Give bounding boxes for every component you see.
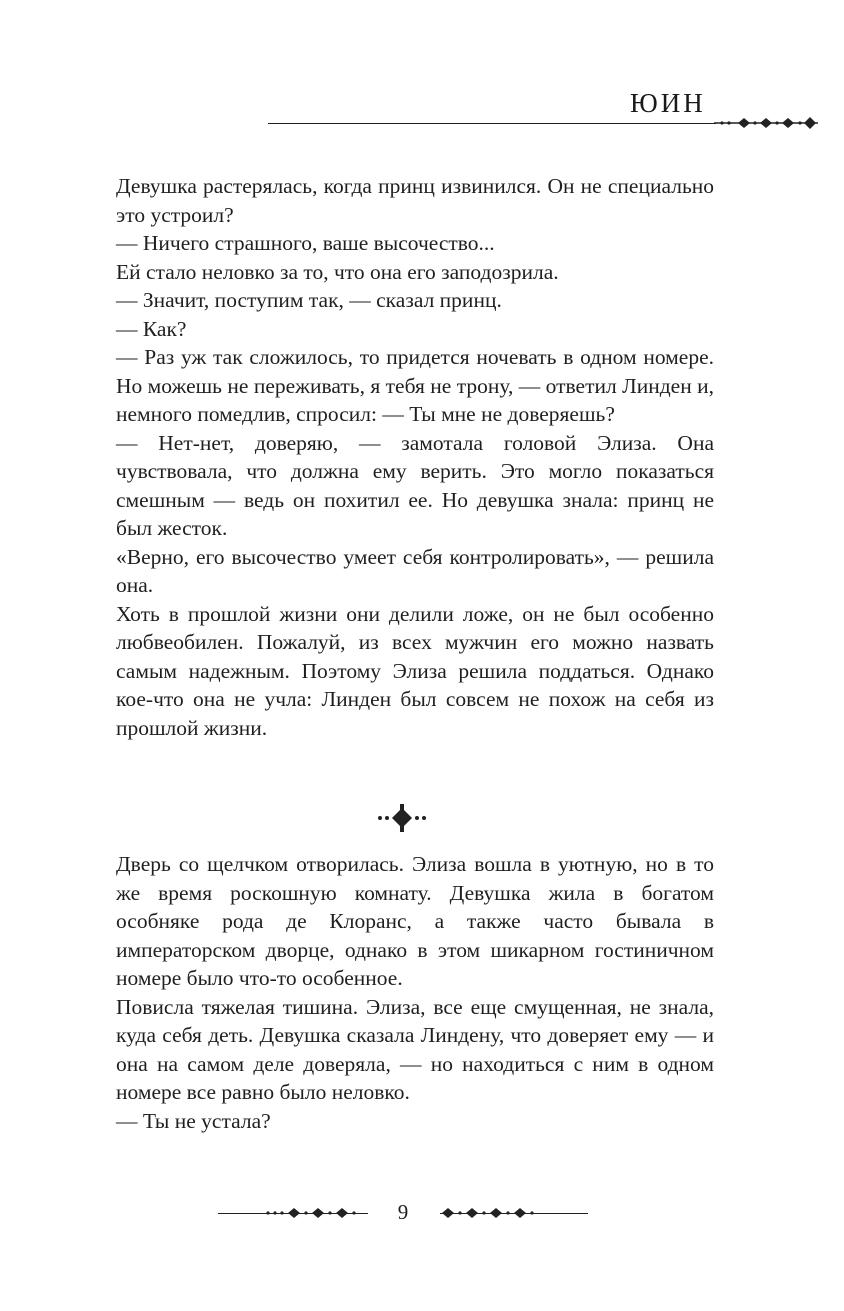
header-title: ЮИН xyxy=(630,88,706,118)
paragraph: — Раз уж так сложилось, то придется ночевать в одном номере. Но можешь не переживать, я тебя не трону, — ответил Линден и, немного помедлив, спросил: — Ты мне не доверяешь? xyxy=(116,345,714,426)
page-number: 9 xyxy=(397,1200,409,1224)
footer-rule-right xyxy=(440,1213,588,1214)
paragraph: Дверь со щелчком отворилась. Элиза вошла в уютную, но в то же время роскошную комнату. Девушка жила в богатом особняке рода де Клоранс, а также часто бывала в императорском дворце, однако в этом шикарном гостиничном номере было что-то особенное. xyxy=(116,852,714,990)
paragraph: — Нет-нет, доверяю, — замотала головой Элиза. Она чувствовала, что должна ему верить. Это могло показаться смешным — ведь он похитил ее. Но девушка знала: принц не был жесток. xyxy=(116,430,714,540)
paragraph: «Верно, его высочество умеет себя контролировать», — решила она. xyxy=(116,544,714,597)
section-break-ornament-icon xyxy=(376,803,428,833)
text-block-top xyxy=(116,172,714,742)
footer-ornament-left-icon xyxy=(262,1204,366,1222)
header-rule xyxy=(268,123,716,124)
paragraph: — Как? xyxy=(116,316,187,341)
paragraph: — Значит, поступим так, — сказал принц. xyxy=(116,288,502,312)
paragraph: — Ничего страшного, ваше высочество... xyxy=(116,231,495,255)
paragraph: Повисла тяжелая тишина. Элиза, все еще смущенная, не знала, куда себя деть. Девушка сказала Линдену, что доверяет ему — и она на самом деле доверяла, — но находиться с ним в одном номере все равно было неловко. xyxy=(116,994,714,1104)
paragraph: Девушка растерялась, когда принц извинился. Он не специально это устроил? xyxy=(116,174,714,227)
page-footer xyxy=(0,1198,844,1228)
header-ornament-icon xyxy=(714,114,818,132)
paragraph: Хоть в прошлой жизни они делили ложе, он не был особенно любвеобилен. Пожалуй, из всех мужчин его можно назвать самым надежным. Поэтому Элиза решила поддаться. Однако кое-что она не учла: Линден был совсем не похож на себя из прошлой жизни. xyxy=(116,601,714,740)
paragraph: — Ты не устала? xyxy=(116,1108,271,1133)
paragraph: Ей стало неловко за то, что она его заподозрила. xyxy=(116,259,559,284)
text-block-bottom xyxy=(116,850,714,1135)
